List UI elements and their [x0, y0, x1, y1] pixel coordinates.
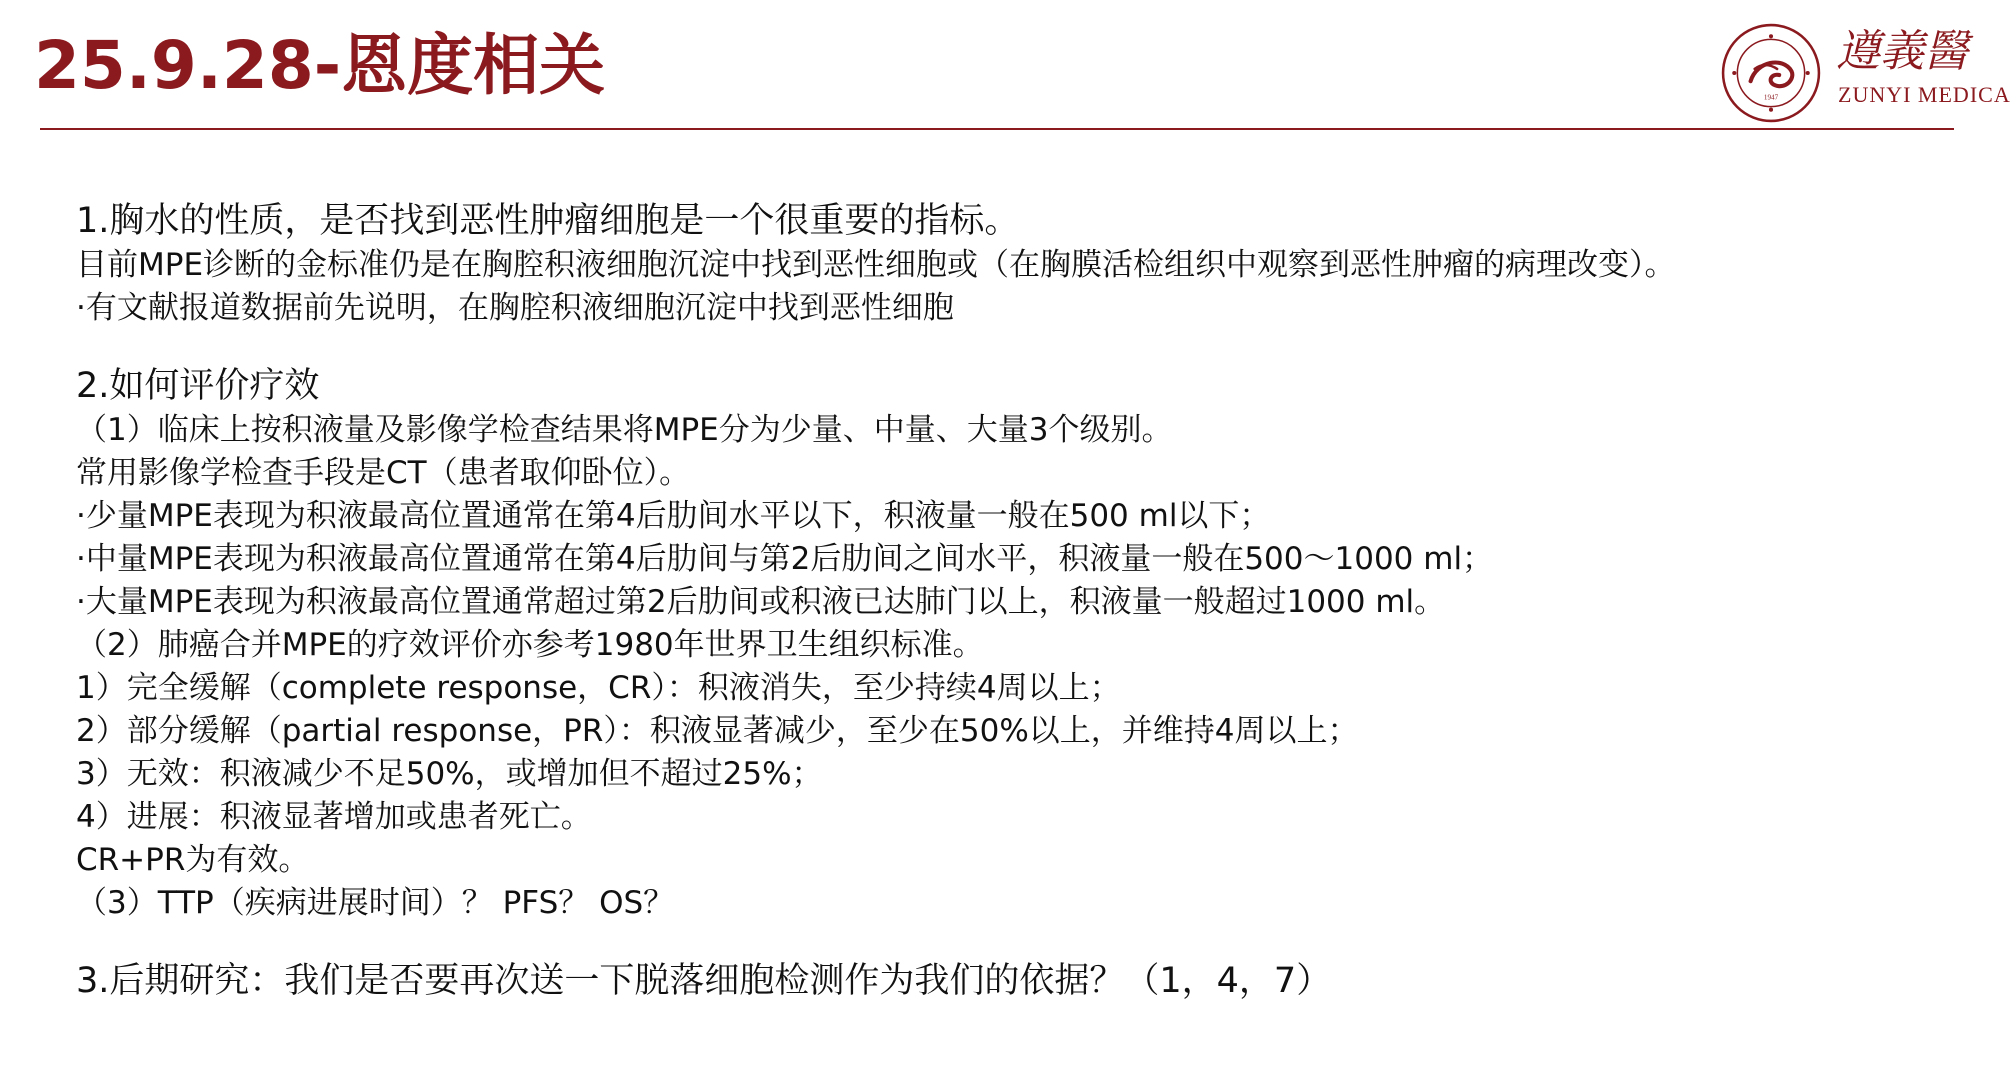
- section2-line: 1）完全缓解（complete response，CR）：积液消失，至少持续4周以上；: [76, 670, 1121, 706]
- section2-line: （3）TTP（疾病进展时间）？ PFS？ OS？: [76, 885, 675, 921]
- spacer: [76, 925, 1946, 958]
- section2-line: CR+PR为有效。: [76, 842, 310, 878]
- section2-heading: 2.如何评价疗效: [76, 366, 320, 406]
- section2-line: ·中量MPE表现为积液最高位置通常在第4后肋间与第2后肋间之间水平，积液量一般在500～1000 ml；: [76, 541, 1494, 577]
- slide-body: [76, 198, 1946, 1004]
- section2-line: ·大量MPE表现为积液最高位置通常超过第2后肋间或积液已达肺门以上，积液量一般超过1000 ml。: [76, 584, 1446, 620]
- university-seal-icon: [1720, 22, 1822, 124]
- section2-line: （2）肺癌合并MPE的疗效评价亦参考1980年世界卫生组织标准。: [76, 627, 984, 663]
- logo-script-text: 遵義醫: [1836, 26, 1968, 77]
- section3-heading: 3.后期研究：我们是否要再次送一下脱落细胞检测作为我们的依据？（1，4，7）: [76, 961, 1332, 1001]
- section2-line: （1）临床上按积液量及影像学检查结果将MPE分为少量、中量、大量3个级别。: [76, 412, 1173, 448]
- logo-english-text: ZUNYI MEDICA: [1838, 82, 2011, 107]
- seal-year: 1947: [1763, 93, 1779, 102]
- section2-line: ·少量MPE表现为积液最高位置通常在第4后肋间水平以下，积液量一般在500 ml以下；: [76, 498, 1271, 534]
- slide-title: 25.9.28-恩度相关: [34, 27, 606, 104]
- section2-line: 4）进展：积液显著增加或患者死亡。: [76, 799, 592, 835]
- section1-line: ·有文献报道数据前先说明，在胸腔积液细胞沉淀中找到恶性细胞: [76, 290, 954, 326]
- section2-line: 3）无效：积液减少不足50%，或增加但不超过25%；: [76, 756, 823, 792]
- section1-line: 目前MPE诊断的金标准仍是在胸腔积液细胞沉淀中找到恶性细胞或（在胸膜活检组织中观察到恶性肿瘤的病理改变）。: [76, 247, 1676, 283]
- spacer: [76, 330, 1946, 363]
- university-logo: [1720, 22, 2011, 122]
- section2-line: 常用影像学检查手段是CT（患者取仰卧位）。: [76, 455, 691, 491]
- title-divider: [40, 128, 1954, 130]
- section1-heading: 1.胸水的性质，是否找到恶性肿瘤细胞是一个很重要的指标。: [76, 201, 1020, 241]
- section2-line: 2）部分缓解（partial response，PR）：积液显著减少，至少在50%以上，并维持4周以上；: [76, 713, 1359, 749]
